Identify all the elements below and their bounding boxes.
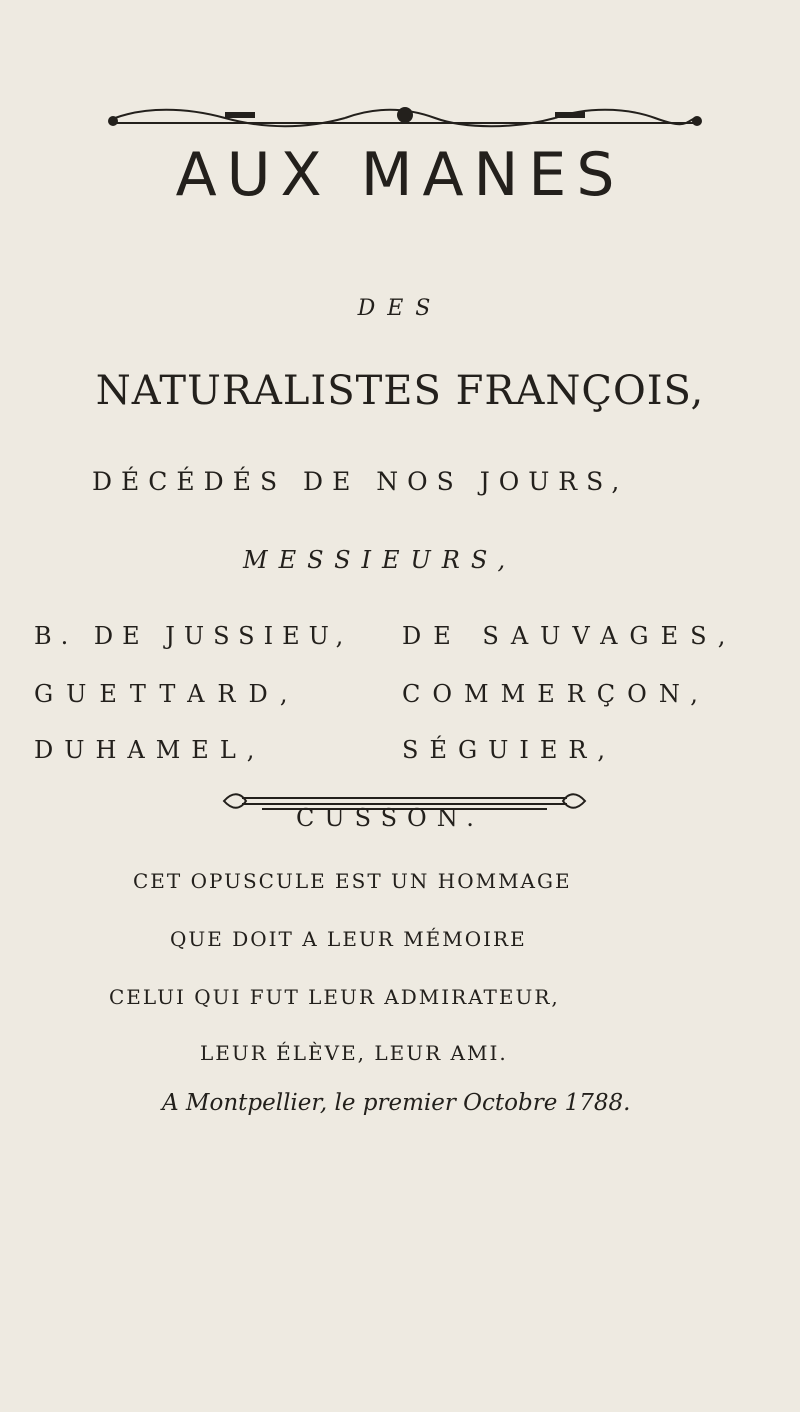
dedication-line-1: CET OPUSCULE EST UN HOMMAGE xyxy=(133,869,572,893)
deceased-subheading: DÉCÉDÉS DE NOS JOURS, xyxy=(92,467,629,496)
name-jussieu: B. DE JUSSIEU, xyxy=(34,622,353,650)
top-ornament-rule xyxy=(105,103,705,133)
dedication-line-4: LEUR ÉLÈVE, LEUR AMI. xyxy=(200,1041,508,1065)
name-guettard: GUETTARD, xyxy=(34,680,301,708)
dedication-line-2: QUE DOIT A LEUR MÉMOIRE xyxy=(170,927,527,951)
name-commercon: COMMERÇON, xyxy=(402,680,710,708)
name-sauvages: DE SAUVAGES, xyxy=(402,622,738,650)
des-text: DES xyxy=(357,296,443,321)
name-duhamel: DUHAMEL, xyxy=(34,736,266,764)
title: AUX MANES xyxy=(175,140,625,210)
name-cusson: CUSSON. xyxy=(296,804,484,832)
place-date: A Montpellier, le premier Octobre 1788. xyxy=(162,1090,631,1116)
dedication-line-3: CELUI QUI FUT LEUR ADMIRATEUR, xyxy=(109,985,560,1009)
name-seguier: SÉGUIER, xyxy=(402,736,617,764)
messieurs-honorific: MESSIEURS, xyxy=(243,546,517,574)
naturalists-heading: NATURALISTES FRANÇOIS, xyxy=(95,368,705,414)
middle-ornament-rule xyxy=(212,790,597,812)
